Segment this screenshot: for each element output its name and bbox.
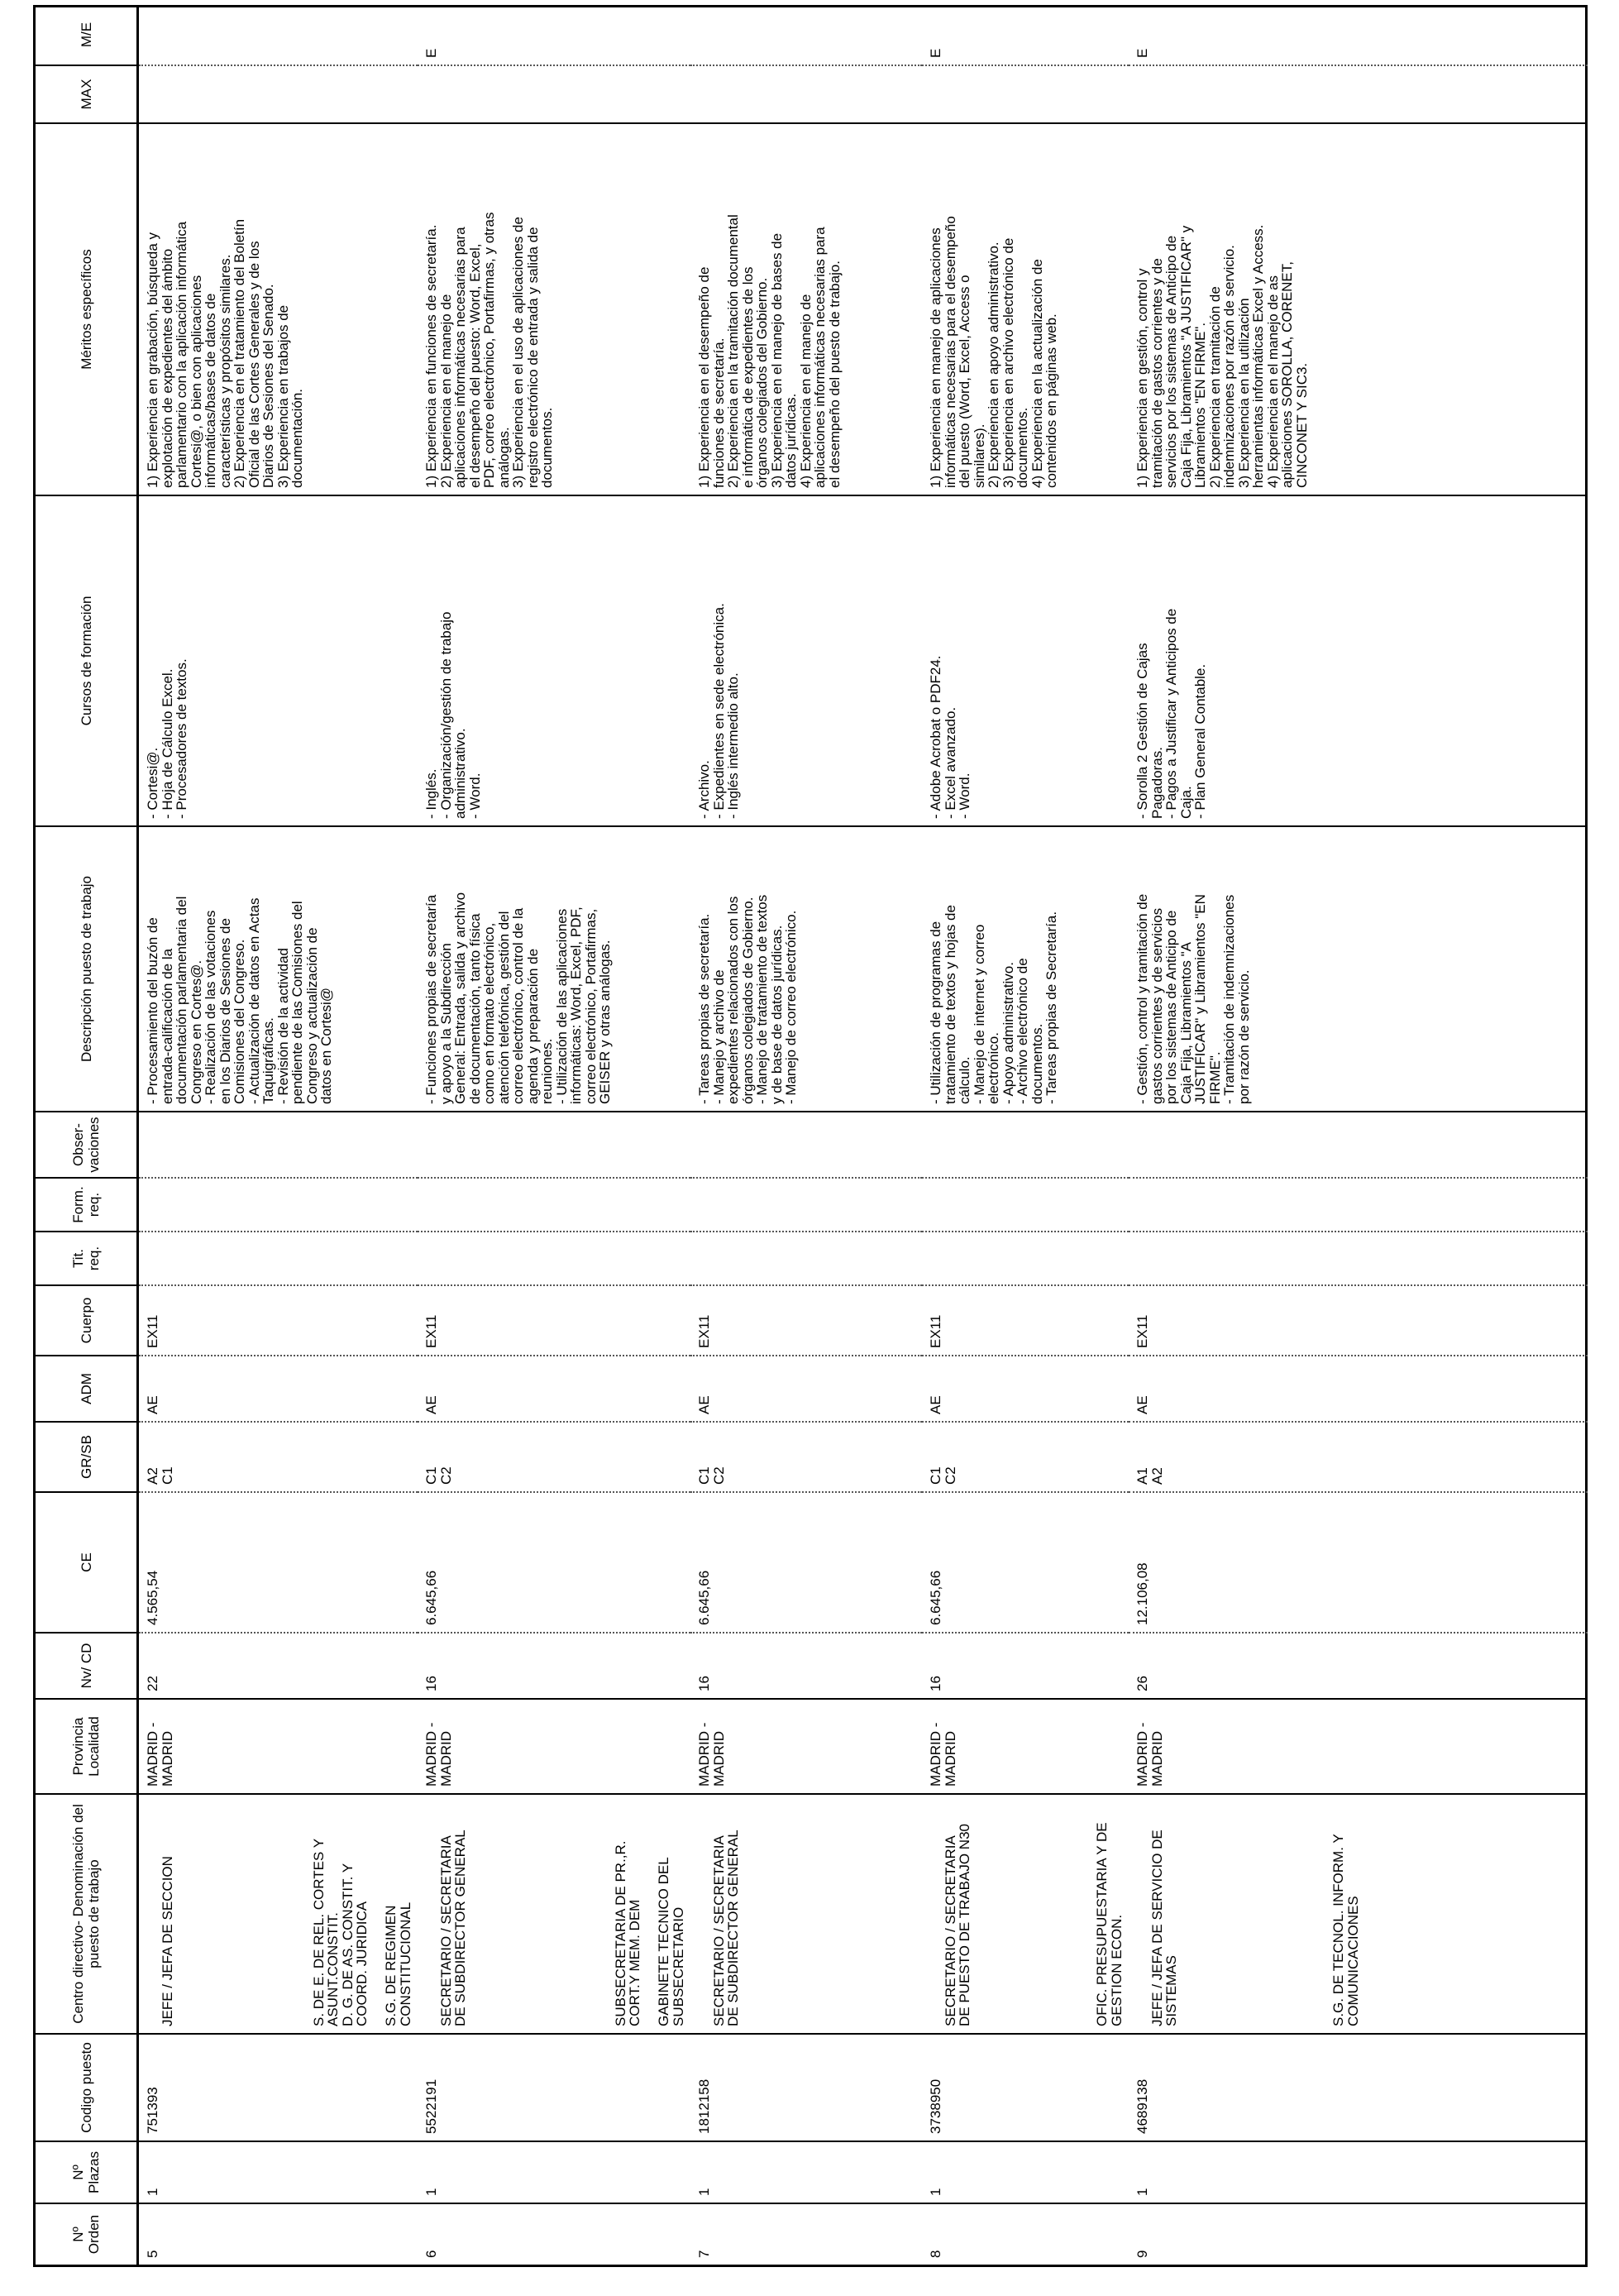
- cell-me: E: [928, 48, 943, 58]
- cell-adm: AE: [690, 1355, 922, 1421]
- cell-nivel: 16: [922, 1632, 1129, 1698]
- cell-tit: [139, 1231, 418, 1284]
- cell-adm: AE: [1129, 1355, 1588, 1421]
- cell-nivel: 16: [690, 1632, 922, 1698]
- cell-orden: 8: [922, 2203, 1129, 2265]
- cell-cuerpo: EX11: [418, 1284, 690, 1355]
- cell-form: [922, 1177, 1129, 1231]
- cell-meritos: 1) Experiencia en el desempeño de funciones de secretaría. 2) Experiencia en la tramitación documental e informática de expedientes de los órganos colegiados del Gobierno. 3) Experiencia en el manejo de bases de datos jurídicas. 4) Experiencia en el manejo de aplicaciones informáticas necesarias para el desempeño del puesto de trabajo.: [690, 122, 922, 495]
- cell-tit: [922, 1231, 1129, 1284]
- cell-desc: - Utilización de programas de tratamiento de textos y hojas de cálculo. - Manejo de internet y correo electrónico. - Apoyo administrativo. - Archivo electrónico de documentos. - Tareas propias de Secretaría.: [922, 825, 1129, 1111]
- table-row: [418, 7, 690, 2265]
- cell-centro: [690, 1793, 922, 2033]
- header-nivel: Nv/ CD: [36, 1632, 136, 1698]
- header-cursos: Cursos de formación: [36, 495, 136, 825]
- position-name: JEFE / JEFA DE SECCION: [159, 1856, 175, 2026]
- cell-plazas: 1: [418, 2141, 690, 2203]
- cell-max: [690, 65, 922, 122]
- cell-orden: 6: [418, 2203, 690, 2265]
- cell-meritos: 1) Experiencia en gestión, control y tramitación de gastos corrientes y de servicios por los sistemas de Anticipo de Caja Fija, Libramientos "A JUSTIFICAR" y Libramientos "EN FIRME". 2) Experiencia en tramitación de indemnizaciones por razón de servicio. 3) Experiencia en la utilización herramientas informáticas Excel y Access. 4) Experiencia en el manejo de as aplicaciones SOROLLA, CORENET, CINCONET Y SIC3.: [1129, 122, 1588, 495]
- cell-centro: [1129, 1793, 1588, 2033]
- cell-orden: 7: [690, 2203, 922, 2265]
- cell-codigo: 3738950: [922, 2033, 1129, 2141]
- cell-ce: 6.645,66: [418, 1491, 690, 1632]
- cell-cursos: - Sorolla 2 Gestión de Cajas Pagadoras. - Pagos a Justificar y Anticipos de Caja. - Plan General Contable.: [1129, 495, 1588, 825]
- cell-ce: 6.645,66: [690, 1491, 922, 1632]
- header-tit: Tit. req.: [36, 1231, 136, 1284]
- cell-cuerpo: EX11: [1129, 1284, 1588, 1355]
- table-row: [922, 7, 1129, 2265]
- cell-adm: AE: [139, 1355, 418, 1421]
- cell-codigo: 4689138: [1129, 2033, 1588, 2141]
- table-row: [690, 7, 922, 2265]
- header-form: Form. req.: [36, 1177, 136, 1231]
- header-meritos: Méritos específicos: [36, 122, 136, 495]
- header-centro: Centro directivo- Denominación del puesto de trabajo: [36, 1793, 136, 2033]
- cell-meritos: 1) Experiencia en grabación, búsqueda y explotación de expedientes del ámbito parlamentario con la aplicación informática Cortesi@, o bien con aplicaciones informáticas/bases de datos de características y propósitos similares. 2) Experiencia en el tratamiento del Boletín Oficial de las Cortes Generales y de los Diarios de Sesiones del Senado. 3) Experiencia en trabajos de documentación.: [139, 122, 418, 495]
- cell-me: E: [423, 48, 439, 58]
- cell-form: [418, 1177, 690, 1231]
- job-positions-table: [33, 5, 1588, 2267]
- cell-cursos: - Archivo. - Expedientes en sede electrónica. - Inglés intermedio alto.: [690, 495, 922, 825]
- header-provincia: Provincia Localidad: [36, 1698, 136, 1793]
- header-grsb: GR/SB: [36, 1421, 136, 1491]
- directorate-text: SUBSECRETARIA DE PR.,R. CORT.Y MEM. DEM GABINETE TECNICO DEL SUBSECRETARIO: [612, 1840, 686, 2026]
- cell-plazas: 1: [139, 2141, 418, 2203]
- cell-desc: - Gestión, control y tramitación de gastos corrientes y de servicios por los sistemas de Anticipo de Caja Fija, Libramientos "A JUSTIFICAR" y Libramientos "EN FIRME". - Tramitación de indemnizaciones por razón de servicio.: [1129, 825, 1588, 1111]
- cell-tit: [690, 1231, 922, 1284]
- cell-grsb: C1 C2: [922, 1421, 1129, 1491]
- cell-orden: 9: [1129, 2203, 1588, 2265]
- cell-nivel: 22: [139, 1632, 418, 1698]
- cell-desc: - Funciones propias de secretaría y apoyo a la Subdirección General: Entrada, salida y archivo de documentación, tanto física como en formato electrónico, atención telefónica, gestión del correo electrónico, control de la agenda y preparación de reuniones. - Utilización de las aplicaciones informáticas: Word, Excel, PDF, correo electrónico, Portafirmas, GEISER y otras análogas.: [418, 825, 690, 1111]
- cell-obs: [1129, 1111, 1588, 1177]
- cell-provincia: MADRID - MADRID: [1129, 1698, 1588, 1793]
- cell-form: [139, 1177, 418, 1231]
- header-max: MAX: [36, 65, 136, 122]
- cell-provincia: MADRID - MADRID: [139, 1698, 418, 1793]
- cell-me: E: [1134, 48, 1150, 58]
- cell-cursos: - Inglés. - Organización/gestión de trabajo administrativo. - Word.: [418, 495, 690, 825]
- cell-obs: [690, 1111, 922, 1177]
- cell-provincia: MADRID - MADRID: [418, 1698, 690, 1793]
- cell-obs: [139, 1111, 418, 1177]
- cell-cuerpo: EX11: [139, 1284, 418, 1355]
- cell-cuerpo: EX11: [922, 1284, 1129, 1355]
- header-adm: ADM: [36, 1355, 136, 1421]
- cell-cursos: - Adobe Acrobat o PDF24. - Excel avanzado. - Word.: [922, 495, 1129, 825]
- cell-plazas: 1: [1129, 2141, 1588, 2203]
- cell-me: [690, 5, 922, 65]
- cell-cursos: - Cortesi@. - Hoja de Cálculo Excel. - Procesadores de textos.: [139, 495, 418, 825]
- cell-desc: - Procesamiento del buzón de entrada-calificación de la documentación parlamentaria del Congreso en Cortes@. - Realización de las votaciones en los Diarios de Sesiones de Comisiones del Congreso. - Actualización de datos en Actas Taquigráficas. - Revisión de la actividad pendiente de las Comisiones del Congreso y actualización de datos en Cortesi@: [139, 825, 418, 1111]
- cell-nivel: 26: [1129, 1632, 1588, 1698]
- cell-codigo: 751393: [139, 2033, 418, 2141]
- cell-adm: AE: [418, 1355, 690, 1421]
- header-desc: Descripción puesto de trabajo: [36, 825, 136, 1111]
- table-header: [36, 7, 139, 2265]
- cell-form: [1129, 1177, 1588, 1231]
- header-obs: Obser- vaciones: [36, 1111, 136, 1177]
- table-row: [1129, 7, 1588, 2265]
- cell-max: [139, 65, 418, 122]
- header-ce: CE: [36, 1491, 136, 1632]
- cell-tit: [1129, 1231, 1588, 1284]
- cell-grsb: C1 C2: [418, 1421, 690, 1491]
- header-plazas: Nº Plazas: [36, 2141, 136, 2203]
- cell-plazas: 1: [690, 2141, 922, 2203]
- cell-form: [690, 1177, 922, 1231]
- directorate-text: S.G. DE TECNOL. INFORM. Y COMUNICACIONES: [1330, 1834, 1361, 2026]
- cell-grsb: A1 A2: [1129, 1421, 1588, 1491]
- cell-meritos: 1) Experiencia en manejo de aplicaciones informáticas necesarias para el desempeño del puesto (Word, Excel, Access o similares). 2) Experiencia en apoyo administrativo. 3) Experiencia en archivo electrónico de documentos. 4) Experiencia en la actualización de contenidos en páginas web.: [922, 122, 1129, 495]
- cell-max: [922, 65, 1129, 122]
- cell-plazas: 1: [922, 2141, 1129, 2203]
- cell-max: [1129, 65, 1588, 122]
- position-name: SECRETARIO / SECRETARIA DE SUBDIRECTOR GENERAL: [710, 1830, 741, 2026]
- directorate-text: OFIC. PRESUPUESTARIA Y DE GESTION ECON.: [1094, 1822, 1125, 2026]
- cell-codigo: 1812158: [690, 2033, 922, 2141]
- cell-cuerpo: EX11: [690, 1284, 922, 1355]
- cell-max: [418, 65, 690, 122]
- cell-nivel: 16: [418, 1632, 690, 1698]
- cell-meritos: 1) Experiencia en funciones de secretaría. 2) Experiencia en el manejo de aplicaciones informáticas necesarias para el desempeño del puesto: Word, Excel, PDF, correo electrónico, Portafirmas, y otras análogas. 3) Experiencia en el uso de aplicaciones de registro electrónico de entrada y salida de documentos.: [418, 122, 690, 495]
- cell-centro: [418, 1793, 690, 2033]
- cell-centro: [139, 1793, 418, 2033]
- header-codigo: Codigo puesto: [36, 2033, 136, 2141]
- cell-obs: [922, 1111, 1129, 1177]
- cell-ce: 12.106,08: [1129, 1491, 1588, 1632]
- cell-codigo: 5522191: [418, 2033, 690, 2141]
- cell-ce: 6.645,66: [922, 1491, 1129, 1632]
- header-cuerpo: Cuerpo: [36, 1284, 136, 1355]
- position-name: SECRETARIO / SECRETARIA DE PUESTO DE TRABAJO N30: [942, 1824, 972, 2026]
- cell-centro: [922, 1793, 1129, 2033]
- cell-provincia: MADRID - MADRID: [690, 1698, 922, 1793]
- cell-obs: [418, 1111, 690, 1177]
- table-row: [139, 7, 418, 2265]
- cell-me: [139, 5, 418, 65]
- cell-tit: [418, 1231, 690, 1284]
- cell-provincia: MADRID - MADRID: [922, 1698, 1129, 1793]
- position-name: SECRETARIO / SECRETARIA DE SUBDIRECTOR GENERAL: [437, 1830, 468, 2026]
- header-orden: Nº Orden: [36, 2203, 136, 2265]
- cell-grsb: C1 C2: [690, 1421, 922, 1491]
- cell-desc: - Tareas propias de secretaría. - Manejo y archivo de expedientes relacionados con los órganos colegiados de Gobierno. - Manejo de tratamiento de textos y de base de datos jurídicas. - Manejo de correo electrónico.: [690, 825, 922, 1111]
- directorate-text: S. DE E. DE REL. CORTES Y ASUNT.CONSTIT. D. G. DE AS. CONSTIT. Y COORD. JURIDICA S.G. DE REGIMEN CONSTITUCIONAL: [310, 1838, 413, 2026]
- position-name: JEFE / JEFA DE SERVICIO DE SISTEMAS: [1149, 1830, 1179, 2026]
- cell-ce: 4.565,54: [139, 1491, 418, 1632]
- cell-adm: AE: [922, 1355, 1129, 1421]
- cell-orden: 5: [139, 2203, 418, 2265]
- cell-grsb: A2 C1: [139, 1421, 418, 1491]
- header-me: M/E: [78, 22, 94, 48]
